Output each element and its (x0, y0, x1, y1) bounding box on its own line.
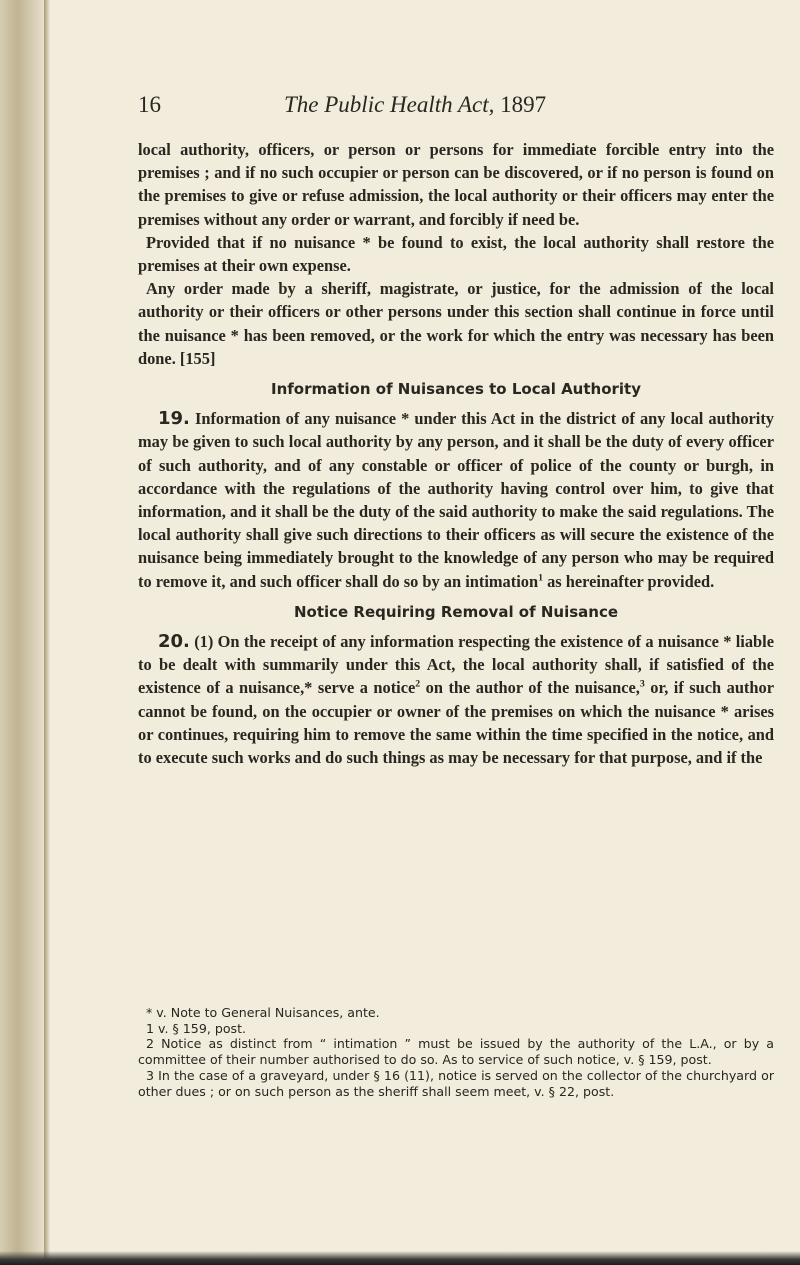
paragraph-proviso: Provided that if no nuisance * be found to exist, the local authority shall restore the premises at their own expense. (138, 232, 774, 276)
section-20-paragraph (138, 630, 774, 769)
section-19-number: 19. (158, 408, 190, 430)
section-19-text-end: as hereinafter provided. (543, 571, 715, 591)
section-20-number: 20. (158, 631, 190, 653)
running-head (138, 92, 774, 122)
paragraph-continuation: local authority, officers, or person or persons for immediate forcible entry into the premises ; and if no such occupier or person can be discovered, or if no person is found on the premises to give or refuse admission, the local authority or their officers may enter the premises without any order or warrant, and forcibly if need be. (138, 140, 774, 229)
running-title-year: 1897 (500, 92, 547, 117)
section-20-text-b: on the author of the nuisance, (420, 678, 640, 698)
footnote-star: * v. Note to General Nuisances, ante. (146, 1005, 380, 1020)
footnote-1: 1 v. § 159, post. (146, 1020, 247, 1036)
footnote-ref-1: 1 (538, 572, 543, 584)
section-20-text-a: (1) On the receipt of any information respecting the existence of a nuisance * liable to be dealt with summarily under this Act, the local authority shall, if satisfied of the existence of a nuisance,* serve a notice (138, 632, 774, 698)
section-19-paragraph (138, 407, 774, 593)
running-title-text: The Public Health Act, (284, 92, 495, 117)
footnote-2: 2 Notice as distinct from “ intimation ” must be issued by the authority of the L.A., or by a committee of their number authorised to do so. As to service of such notice, v. § 159, post. (138, 1036, 774, 1068)
section-20-text-c: or, if such author cannot be found, on the occupier or owner of the premises on which the nuisance * arises or continues, requiring him to remove the same within the time specified in the notice, and to execute such works and do such things as may be necessary for that purpose, and if the (138, 678, 774, 768)
page-number: 16 (138, 92, 161, 117)
footnotes (138, 1005, 774, 1099)
section-20-heading: Notice Requiring Removal of Nuisance (293, 602, 619, 621)
section-19-text: Information of any nuisance * under this Act in the district of any local authority may be given to such local authority by any person, and it shall be the duty of every officer of such authority, and of any constable or officer of police of the county or burgh, in accordance with the regulations of the authority having control over him, to give that information, and it shall be the duty of the said authority to make the said regulations. The local authority shall give such directions to their officers as will secure the existence of the nuisance being immediately brought to the knowledge of any person who may be required to remove it, and such officer shall do so by an intimation (138, 409, 774, 591)
page-gutter (44, 0, 50, 1265)
section-19-heading: Information of Nuisances to Local Authority (271, 380, 641, 399)
paragraph-order: Any order made by a sheriff, magistrate, or justice, for the admission of the local authority or their officers or other persons under this section shall continue in force until the nuisance * has been removed, or the work for which the entry was necessary has been done. [155] (138, 279, 774, 368)
running-title (284, 92, 546, 118)
body-text (138, 138, 774, 769)
footnote-ref-2: 2 (415, 679, 421, 690)
footnote-ref-3: 3 (639, 679, 645, 690)
bottom-edge-shadow (0, 1251, 800, 1265)
footnote-3: 3 In the case of a graveyard, under § 16 (11), notice is served on the collector of the churchyard or other dues ; or on such person as the sheriff shall seem meet, v. § 22, post. (138, 1067, 774, 1099)
book-binding (0, 0, 44, 1265)
